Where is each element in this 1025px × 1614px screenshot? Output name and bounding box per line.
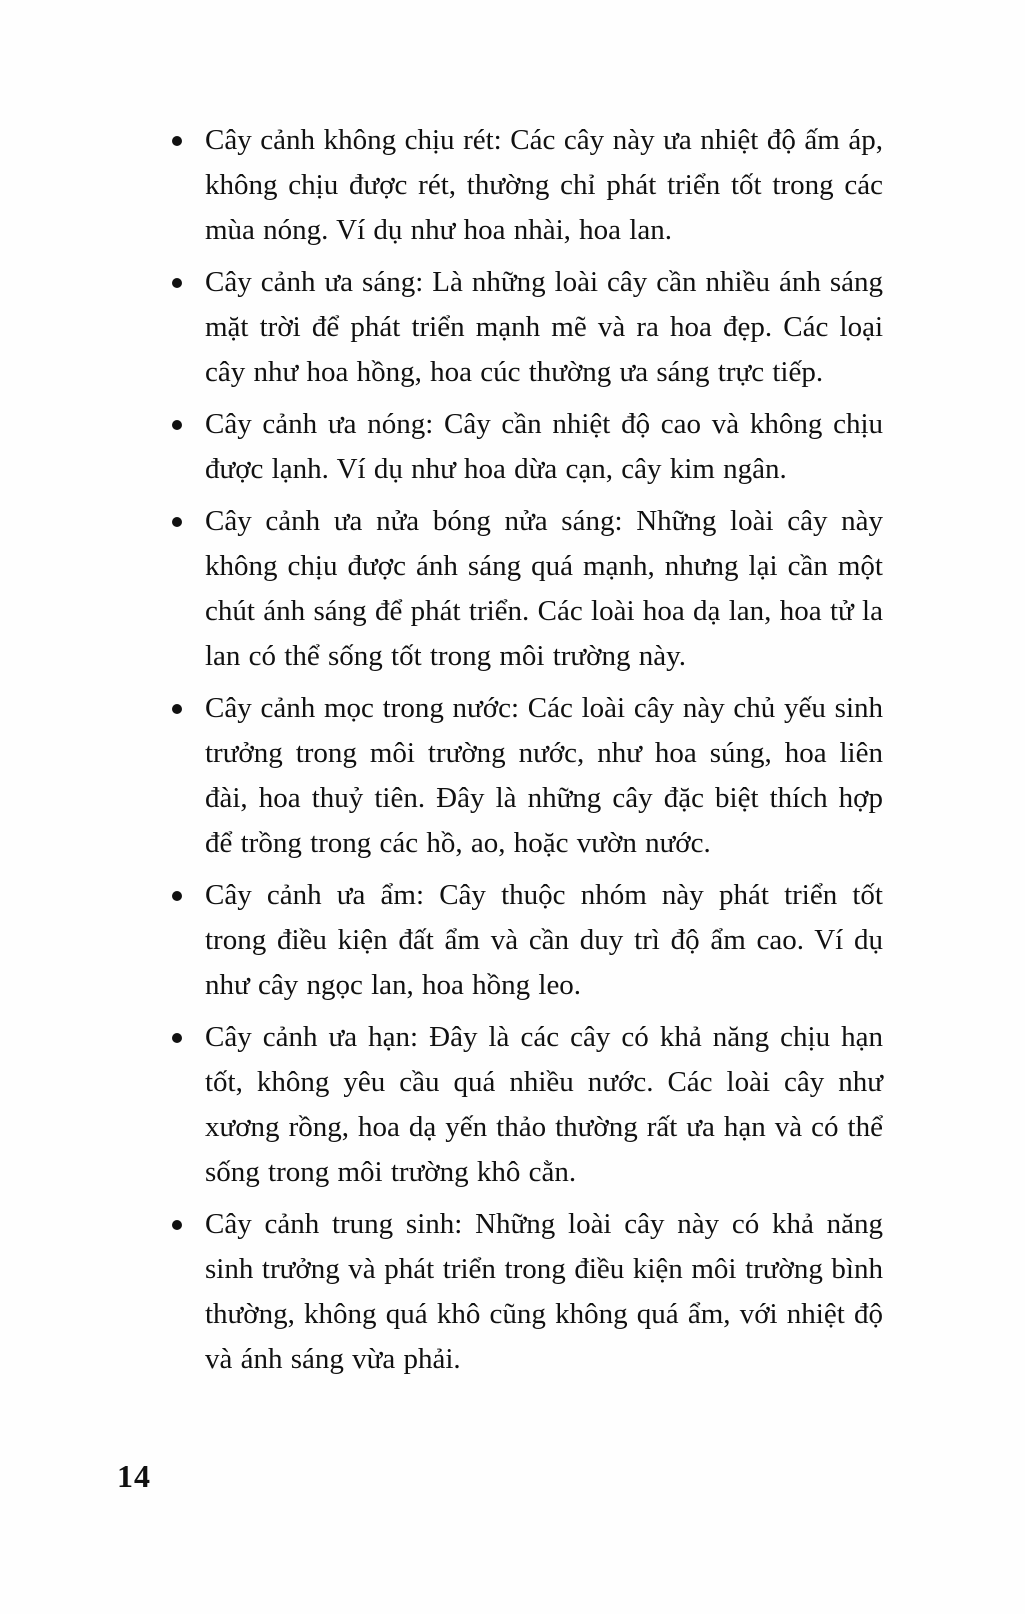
- list-item-text: Cây cảnh ưa nửa bóng nửa sáng: Những loài cây này không chịu được ánh sáng quá mạnh, nhưng lại cần một chút ánh sáng để phát triển. Các loài hoa dạ lan, hoa tử la lan có thể sống tốt trong môi trường này.: [205, 505, 883, 672]
- bullet-icon: [172, 1220, 182, 1230]
- list-item: [170, 1015, 883, 1195]
- page-number: 14: [117, 1458, 151, 1494]
- list-item: [170, 686, 883, 866]
- bullet-icon: [172, 136, 182, 146]
- list-item: [170, 118, 883, 253]
- bullet-icon: [172, 420, 182, 430]
- list-item-text: Cây cảnh ưa ẩm: Cây thuộc nhóm này phát triển tốt trong điều kiện đất ẩm và cần duy trì độ ẩm cao. Ví dụ như cây ngọc lan, hoa hồng leo.: [205, 879, 883, 1001]
- list-item: [170, 499, 883, 679]
- bullet-icon: [172, 1033, 182, 1043]
- list-item: [170, 260, 883, 395]
- list-item: [170, 402, 883, 492]
- list-item: [170, 1202, 883, 1382]
- bullet-icon: [172, 278, 182, 288]
- list-item: [170, 873, 883, 1008]
- bullet-icon: [172, 891, 182, 901]
- list-item-text: Cây cảnh ưa sáng: Là những loài cây cần nhiều ánh sáng mặt trời để phát triển mạnh mẽ và ra hoa đẹp. Các loại cây như hoa hồng, hoa cúc thường ưa sáng trực tiếp.: [205, 266, 883, 388]
- bullet-icon: [172, 517, 182, 527]
- list-item-text: Cây cảnh ưa nóng: Cây cần nhiệt độ cao và không chịu được lạnh. Ví dụ như hoa dừa cạn, cây kim ngân.: [205, 408, 883, 485]
- list-item-text: Cây cảnh mọc trong nước: Các loài cây này chủ yếu sinh trưởng trong môi trường nước, như hoa súng, hoa liên đài, hoa thuỷ tiên. Đây là những cây đặc biệt thích hợp để trồng trong các hồ, ao, hoặc vườn nước.: [205, 692, 883, 859]
- list-item-text: Cây cảnh không chịu rét: Các cây này ưa nhiệt độ ấm áp, không chịu được rét, thường chỉ phát triển tốt trong các mùa nóng. Ví dụ như hoa nhài, hoa lan.: [205, 124, 883, 246]
- plant-types-bullet-list: [170, 118, 883, 1389]
- list-item-text: Cây cảnh ưa hạn: Đây là các cây có khả năng chịu hạn tốt, không yêu cầu quá nhiều nước. Các loài cây như xương rồng, hoa dạ yến thảo thường rất ưa hạn và có thể sống trong môi trường khô cằn.: [205, 1021, 883, 1188]
- bullet-icon: [172, 704, 182, 714]
- list-item-text: Cây cảnh trung sinh: Những loài cây này có khả năng sinh trưởng và phát triển trong điều kiện môi trường bình thường, không quá khô cũng không quá ẩm, với nhiệt độ và ánh sáng vừa phải.: [205, 1208, 883, 1375]
